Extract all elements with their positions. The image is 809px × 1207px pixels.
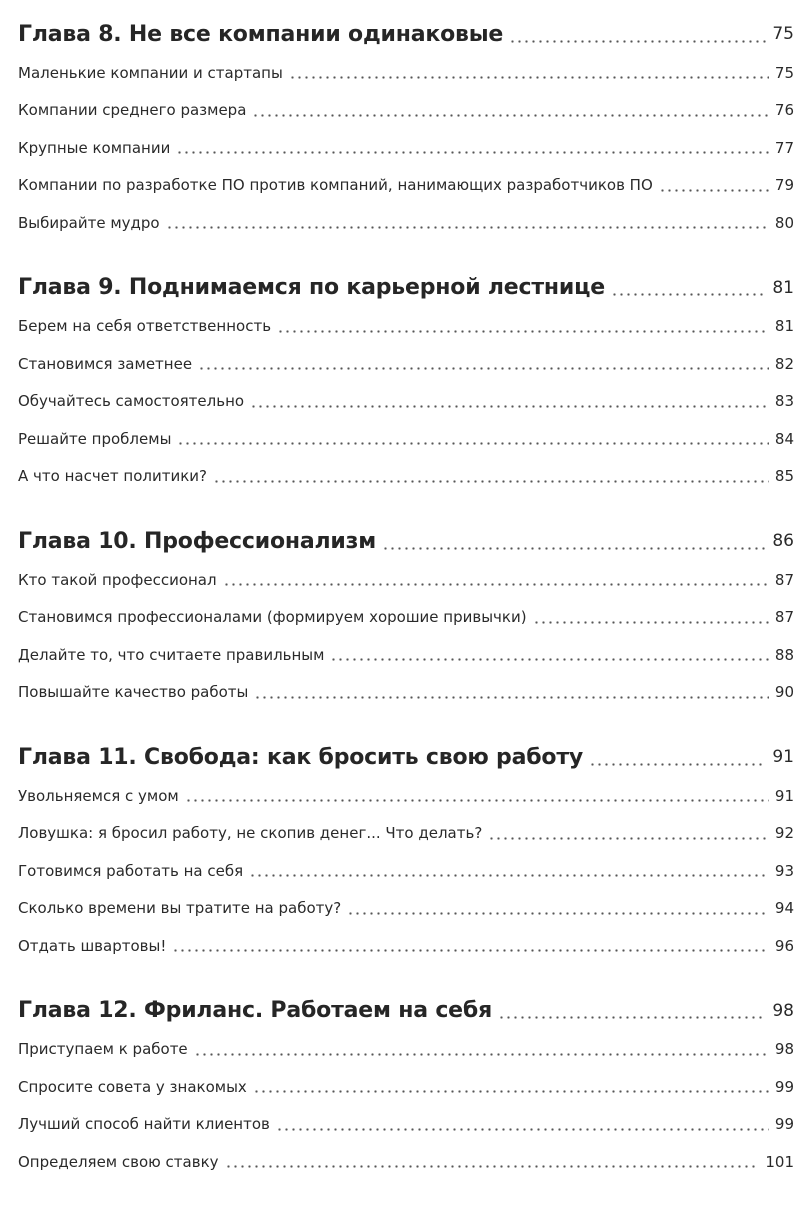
section-title: Повышайте качество работы [18, 683, 249, 702]
dot-leader [213, 480, 769, 483]
section-page-number: 82 [774, 354, 794, 373]
section-page-number: 79 [774, 176, 794, 195]
toc-entry [18, 1106, 794, 1144]
section-title: Лучший способ найти клиентов [18, 1115, 270, 1134]
toc-entry [18, 345, 794, 383]
section-title: А что насчет политики? [18, 467, 207, 486]
toc-entry [18, 129, 794, 167]
section-title: Кто такой профессионал [18, 570, 217, 589]
dot-leader [659, 189, 769, 192]
dot-leader [250, 405, 769, 408]
section-page-number: 81 [774, 317, 794, 336]
chapter-page-number: 91 [772, 747, 794, 767]
section-title: Решайте проблемы [18, 429, 172, 448]
chapter-heading [18, 991, 794, 1031]
chapter-page-number: 86 [772, 531, 794, 551]
table-of-contents [18, 14, 794, 1207]
section-title: Берем на себя ответственность [18, 317, 272, 336]
toc-chapter-10 [18, 521, 794, 711]
section-page-number: 99 [774, 1077, 794, 1096]
section-title: Готовимся работать на себя [18, 861, 244, 880]
section-page-number: 91 [774, 786, 794, 805]
chapter-title: Глава 12. Фриланс. Работаем на себя [18, 998, 492, 1023]
section-title: Отдать швартовы! [18, 936, 167, 955]
section-page-number: 96 [774, 936, 794, 955]
section-page-number: 85 [774, 467, 794, 486]
chapter-title: Глава 11. Свобода: как бросить свою работу [18, 744, 584, 770]
section-title: Приступаем к работе [18, 1040, 188, 1059]
section-page-number: 101 [765, 1152, 794, 1171]
toc-chapter-11 [18, 737, 794, 965]
toc-entry [18, 458, 794, 496]
toc-entry [18, 1143, 794, 1181]
chapter-heading [18, 268, 794, 308]
section-page-number: 98 [774, 1040, 794, 1059]
toc-entry [18, 599, 794, 637]
dot-leader [194, 1053, 769, 1056]
section-page-number: 84 [774, 429, 794, 448]
dot-leader [347, 912, 769, 915]
section-page-number: 88 [774, 645, 794, 664]
section-page-number: 93 [774, 861, 794, 880]
toc-entry [18, 1031, 794, 1069]
dot-leader [611, 293, 766, 296]
toc-entry [18, 815, 794, 853]
section-page-number: 99 [774, 1115, 794, 1134]
dot-leader [509, 40, 766, 43]
section-title: Сколько времени вы тратите на работу? [18, 899, 342, 918]
dot-leader [254, 696, 769, 699]
dot-leader [252, 114, 769, 117]
section-title: Увольняемся с умом [18, 786, 179, 805]
section-title: Компании по разработке ПО против компаний, нанимающих разработчиков ПО [18, 176, 653, 195]
toc-entry [18, 636, 794, 674]
chapter-heading [18, 737, 794, 777]
chapter-page-number: 81 [772, 277, 794, 298]
section-title: Становимся заметнее [18, 354, 193, 373]
chapter-page-number: 75 [772, 24, 794, 44]
section-title: Спросите совета у знакомых [18, 1077, 247, 1096]
toc-entry [18, 852, 794, 890]
toc-entry [18, 927, 794, 965]
dot-leader [176, 151, 769, 154]
dot-leader [249, 874, 769, 877]
dot-leader [276, 1128, 769, 1131]
toc-entry [18, 777, 794, 815]
section-page-number: 80 [774, 213, 794, 232]
section-page-number: 90 [774, 683, 794, 702]
toc-entry [18, 674, 794, 712]
dot-leader [253, 1090, 769, 1093]
toc-chapter-9 [18, 268, 794, 496]
dot-leader [488, 837, 769, 840]
toc-entry [18, 92, 794, 130]
dot-leader [177, 442, 769, 445]
chapter-heading [18, 14, 794, 54]
dot-leader [289, 76, 769, 79]
toc-entry [18, 561, 794, 599]
dot-leader [382, 547, 766, 550]
dot-leader [533, 621, 769, 624]
dot-leader [589, 763, 766, 766]
chapter-title: Глава 10. Профессионализм [18, 528, 377, 554]
dot-leader [185, 799, 769, 802]
chapter-heading [18, 521, 794, 561]
toc-entry [18, 383, 794, 421]
section-title: Маленькие компании и стартапы [18, 63, 283, 82]
section-page-number: 87 [774, 608, 794, 627]
toc-entry [18, 54, 794, 92]
chapter-title: Глава 9. Поднимаемся по карьерной лестнице [18, 275, 605, 300]
dot-leader [198, 367, 769, 370]
section-page-number: 77 [774, 138, 794, 157]
toc-chapter-12 [18, 991, 794, 1181]
toc-chapter-8 [18, 14, 794, 242]
section-page-number: 75 [774, 63, 794, 82]
section-title: Ловушка: я бросил работу, не скопив денег... Что делать? [18, 824, 483, 843]
toc-entry [18, 890, 794, 928]
dot-leader [330, 658, 768, 661]
section-page-number: 87 [774, 570, 794, 589]
toc-entry [18, 204, 794, 242]
dot-leader [498, 1016, 766, 1019]
section-title: Делайте то, что считаете правильным [18, 645, 325, 664]
chapter-title: Глава 8. Не все компании одинаковые [18, 21, 504, 47]
toc-entry [18, 420, 794, 458]
dot-leader [225, 1165, 760, 1168]
toc-entry [18, 167, 794, 205]
dot-leader [277, 330, 769, 333]
toc-entry [18, 308, 794, 346]
section-title: Определяем свою ставку [18, 1152, 219, 1171]
section-page-number: 83 [774, 392, 794, 411]
section-title: Компании среднего размера [18, 101, 247, 120]
chapter-page-number: 98 [772, 1000, 794, 1021]
dot-leader [223, 583, 769, 586]
section-page-number: 94 [774, 899, 794, 918]
section-title: Крупные компании [18, 138, 171, 157]
section-title: Обучайтесь самостоятельно [18, 392, 245, 411]
toc-entry [18, 1068, 794, 1106]
section-title: Становимся профессионалами (формируем хорошие привычки) [18, 608, 527, 627]
section-page-number: 76 [774, 101, 794, 120]
section-page-number: 92 [774, 824, 794, 843]
section-title: Выбирайте мудро [18, 213, 160, 232]
dot-leader [172, 949, 769, 952]
dot-leader [166, 226, 769, 229]
